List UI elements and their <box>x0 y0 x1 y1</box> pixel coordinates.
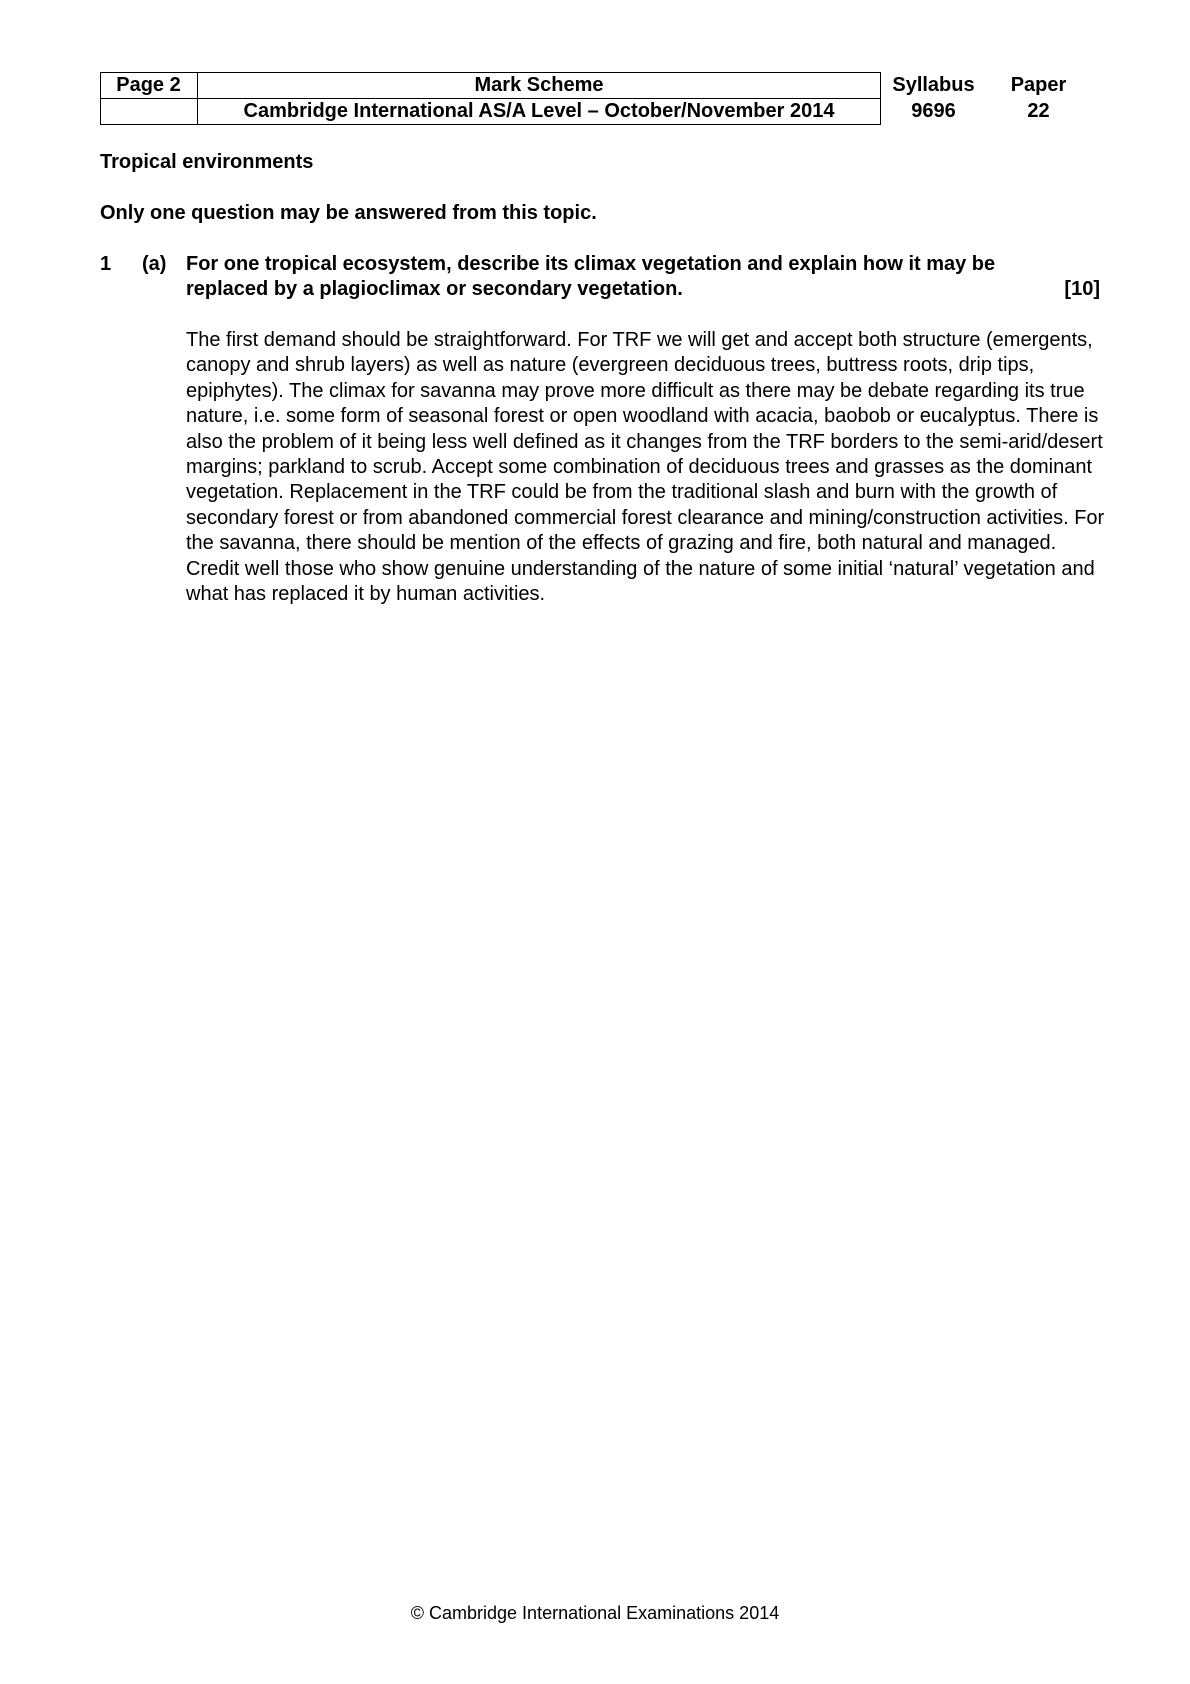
header-title: Mark Scheme <box>474 74 604 96</box>
header-subtitle: Cambridge International AS/A Level – October/November 2014 <box>243 100 835 122</box>
question-marks: [10] <box>1064 278 1100 300</box>
question-number: 1 <box>100 253 112 275</box>
header-syllabus-value: 9696 <box>911 100 956 122</box>
question-text-line2: replaced by a plagioclimax or secondary vegetation. <box>186 278 683 300</box>
answer-guidance: The first demand should be straightforward. For TRF we will get and accept both structure (emergents, canopy and shrub layers) as well as nature (evergreen deciduous trees, buttress roots, drip tips, epiphytes). The climax for savanna may prove more difficult as there may be debate regarding its true nature, i.e. some form of seasonal forest or open woodland with acacia, baobob or eucalyptus. There is also the problem of it being less well defined as it changes from the TRF borders to the semi-arid/desert margins; parkland to scrub. Accept some combination of deciduous trees and grasses as the dominant vegetation. Replacement in the TRF could be from the traditional slash and burn with the growth of secondary forest or from abandoned commercial forest clearance and mining/construction activities. For the savanna, there should be mention of the effects of grazing and fire, both natural and managed. Credit well those who show genuine understanding of the nature of some initial ‘natural’ vegetation and what has replaced it by human activities. <box>186 329 1105 606</box>
footer-copyright: © Cambridge International Examinations 2014 <box>410 1603 780 1623</box>
section-title: Tropical environments <box>100 151 314 173</box>
section-instruction: Only one question may be answered from this topic. <box>100 202 597 224</box>
header-syllabus-label: Syllabus <box>892 74 975 96</box>
question-text-line1: For one tropical ecosystem, describe its climax vegetation and explain how it may be <box>186 253 996 275</box>
header-paper-label: Paper <box>1010 74 1067 96</box>
header-page-label: Page 2 <box>116 74 181 96</box>
header-paper-value: 22 <box>1027 100 1050 122</box>
question-part: (a) <box>142 253 167 275</box>
